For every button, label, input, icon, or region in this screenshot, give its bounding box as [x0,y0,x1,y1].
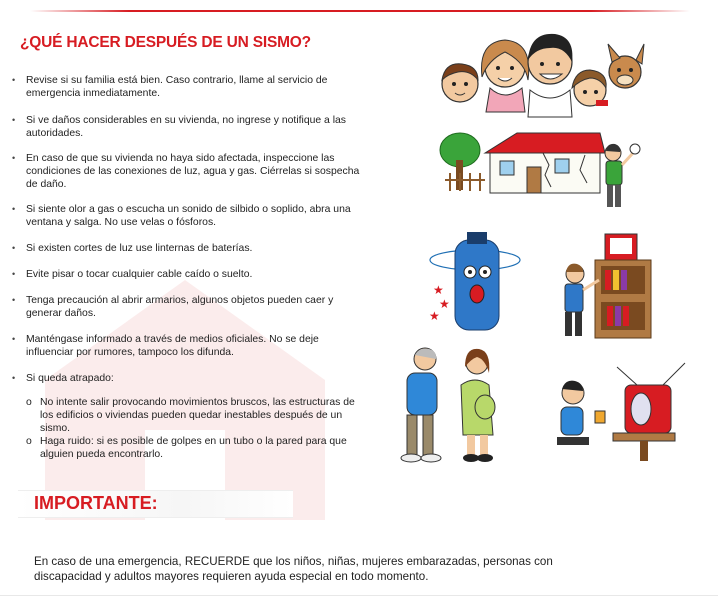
family-illustration [430,22,655,122]
important-text: En caso de una emergencia, RECUERDE que los niños, niñas, mujeres embarazadas, personas con discapacidad y adultos mayores requieren ayuda especial en todo momento. [34,554,553,583]
svg-text:★: ★ [429,309,440,323]
top-divider [30,10,690,12]
damaged-house-illustration [435,125,650,215]
svg-text:★: ★ [433,283,444,297]
page-title: ¿QUÉ HACER DESPUÉS DE UN SISMO? [20,34,311,51]
svg-text:★: ★ [439,297,450,311]
gas-and-cabinet-illustration [425,222,665,342]
family-trapped-illustration [385,345,700,467]
important-title: IMPORTANTE: [34,493,158,513]
bottom-border [0,595,718,596]
